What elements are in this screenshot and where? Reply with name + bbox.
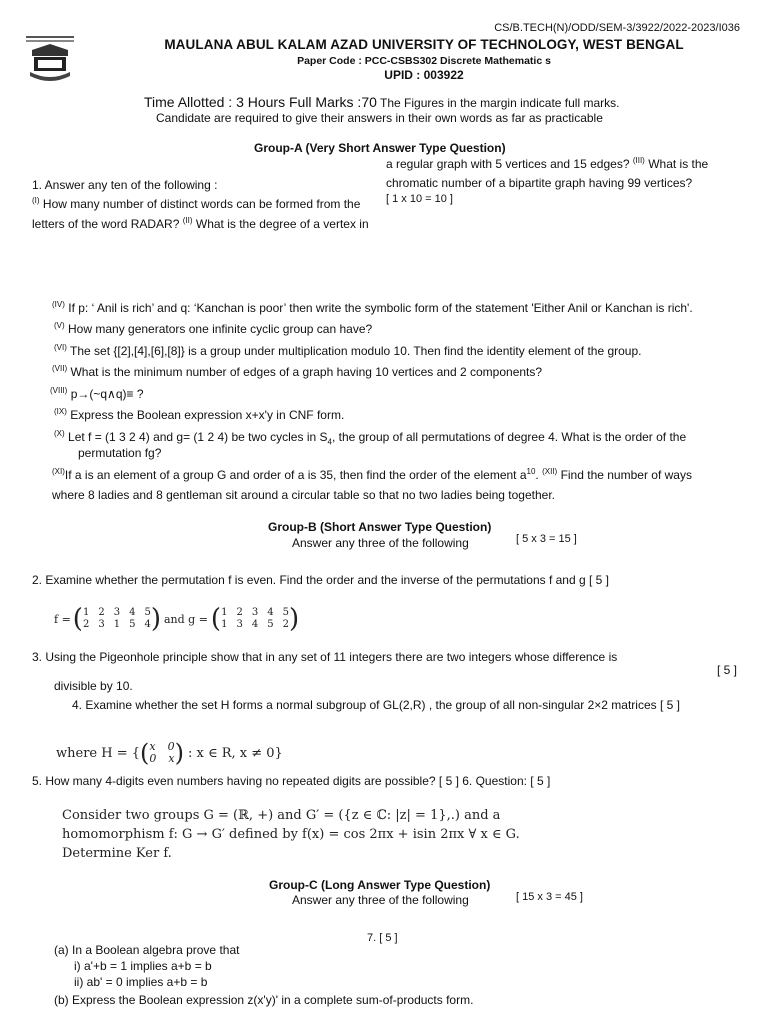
q1-i-ii: letters of the word RADAR? $^{(II)}$ What is the degree of a vertex in bbox=[32, 216, 369, 231]
q1-xii-cont: where 8 ladies and 8 gentleman sit around a circular table so that no two ladies being together. bbox=[52, 488, 555, 502]
q1-viii: $^{(VIII)}$ p→(~q∧q)≡ ? bbox=[50, 386, 144, 401]
q7-a-i: i) a'+b = 1 implies a+b = b bbox=[74, 959, 212, 973]
group-c-title: Group-C (Long Answer Type Question) bbox=[269, 878, 491, 892]
q6-line-1: Consider two groups G = (ℝ, +) and G′ = ({z ∈ ℂ: |z| = 1},.) and a bbox=[62, 808, 501, 823]
q1-intro: 1. Answer any ten of the following : bbox=[32, 178, 218, 192]
q1-i: $^{(I)}$ How many number of distinct words can be formed from the bbox=[32, 196, 361, 211]
perm-g-top-row: 1 2 3 4 5 bbox=[221, 607, 289, 618]
group-a-marks: [ 1 x 10 = 10 ] bbox=[386, 193, 453, 205]
perm-f-bottom-row: 2 3 1 5 4 bbox=[82, 619, 151, 630]
q4-text: 4. Examine whether the set H forms a normal subgroup of GL(2,R) , the group of all non-singular 2×2 matrices [ 5 ] bbox=[72, 698, 680, 712]
perm-f-top-row: 1 2 3 4 5 bbox=[82, 607, 151, 618]
q1-iii-text: chromatic number of a bipartite graph having 99 vertices? bbox=[386, 176, 693, 190]
paper-code: Paper Code : PCC-CSBS302 Discrete Mathematic s bbox=[297, 55, 551, 67]
q3-text: 3. Using the Pigeonhole principle show that in any set of 11 integers there are two integers whose difference is bbox=[32, 650, 618, 664]
h-matrix-top-row: x 0 bbox=[149, 740, 175, 753]
q1-vi: $^{(VI)}$ The set {[2],[4],[6],[8]} is a group under multiplication modulo 10. Then find the identity element of the group. bbox=[54, 343, 642, 358]
q1-iv: $^{(IV)}$ If p: ‘ Anil is rich’ and q: ‘Kanchan is poor’ then write the symbolic form of the statement 'Either Anil or Kanchan is rich'. bbox=[52, 300, 693, 315]
permutation-expression: f = ( 1 2 3 4 5 2 3 1 5 4 ) and g = ( 1 2 3 4 5 1 3 4 5 2 ) bbox=[54, 604, 300, 634]
time-allotted: Time Allotted : 3 Hours Full Marks :70 bbox=[144, 94, 377, 110]
exam-code: CS/B.TECH(N)/ODD/SEM-3/3922/2022-2023/I036 bbox=[494, 22, 740, 34]
group-b-sub: Answer any three of the following bbox=[292, 536, 469, 550]
perm-g-matrix bbox=[221, 607, 289, 631]
time-marks-line bbox=[144, 94, 619, 110]
q5-q6-text: 5. How many 4-digits even numbers having no repeated digits are possible? [ 5 ] 6. Question: [ 5 ] bbox=[32, 774, 551, 788]
q2-text: 2. Examine whether the permutation f is even. Find the order and the inverse of the permutations f and g [ 5 ] bbox=[32, 573, 609, 587]
group-b-marks: [ 5 x 3 = 15 ] bbox=[516, 533, 577, 545]
university-name: MAULANA ABUL KALAM AZAD UNIVERSITY OF TECHNOLOGY, WEST BENGAL bbox=[164, 37, 684, 52]
instruction: Candidate are required to give their answers in their own words as far as practicable bbox=[156, 111, 603, 125]
h-matrix bbox=[149, 741, 174, 765]
group-b-title: Group-B (Short Answer Type Question) bbox=[268, 520, 492, 534]
h-matrix-bottom-row: 0 x bbox=[149, 752, 175, 765]
group-a-title: Group-A (Very Short Answer Type Question) bbox=[254, 141, 506, 155]
q7-a: (a) In a Boolean algebra prove that bbox=[54, 943, 240, 957]
q7-a-ii: ii) ab' = 0 implies a+b = b bbox=[74, 975, 208, 989]
q6-line-3: Determine Ker f. bbox=[62, 846, 172, 861]
q6-line-2: homomorphism f: G → G′ defined by f(x) = cos 2πx + isin 2πx ∀ x ∈ G. bbox=[62, 827, 520, 842]
group-c-marks: [ 15 x 3 = 45 ] bbox=[516, 891, 583, 903]
group-c-sub: Answer any three of the following bbox=[292, 893, 469, 907]
q1-ix: $^{(IX)}$ Express the Boolean expression x+x'y in CNF form. bbox=[54, 407, 345, 422]
q1-xi-xii: $^{(XI)}$If a is an element of a group G and order of a is 35, then find the order of the element $a^{10}$. $^{(XII)}$ Find the number of ways bbox=[52, 467, 692, 482]
q7-b: (b) Express the Boolean expression z(x'y)' in a complete sum-of-products form. bbox=[54, 993, 474, 1007]
set-h-expression: where H = { ( x 0 0 x ) : x ∈ R, x ≠ 0} bbox=[56, 739, 283, 767]
q3-text-cont: divisible by 10. bbox=[54, 679, 133, 693]
perm-f-matrix bbox=[83, 607, 151, 631]
perm-g-bottom-row: 1 3 4 5 2 bbox=[221, 619, 289, 630]
q1-v: $^{(V)}$ How many generators one infinite cyclic group can have? bbox=[54, 321, 373, 336]
q7-header: 7. [ 5 ] bbox=[367, 932, 398, 944]
upid: UPID : 003922 bbox=[384, 68, 464, 82]
q1-ii-continued: a regular graph with 5 vertices and 15 edges? $^{(III)}$ What is the bbox=[386, 156, 709, 171]
q1-vii: $^{(VII)}$ What is the minimum number of edges of a graph having 10 vertices and 2 components? bbox=[52, 364, 543, 379]
q3-marks: [ 5 ] bbox=[717, 663, 738, 677]
q1-x: $^{(X)}$ Let f = (1 3 2 4) and g= (1 2 4) be two cycles in $S_4$, the group of all permutations of degree 4. What is the order of the bbox=[54, 429, 687, 447]
q1-x-cont: permutation fg? bbox=[78, 446, 162, 460]
margin-note: The Figures in the margin indicate full marks. bbox=[380, 96, 620, 110]
